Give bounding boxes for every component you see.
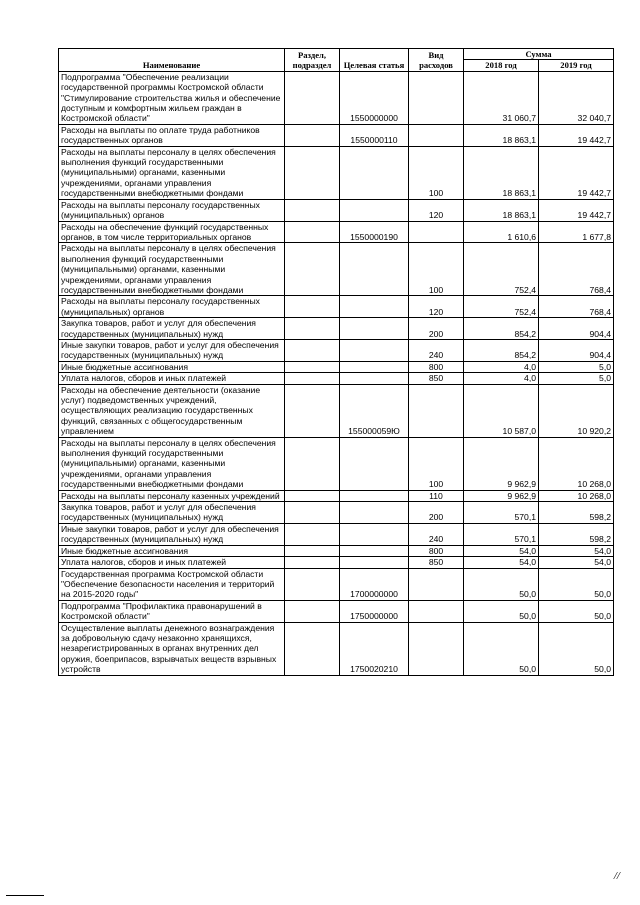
cell-kind: 100 [409,243,464,296]
cell-section [285,490,340,501]
cell-2018: 54,0 [464,557,539,568]
cell-2019: 904,4 [539,339,614,361]
cell-target [340,490,409,501]
cell-2019: 10 920,2 [539,384,614,437]
cell-2019: 598,2 [539,523,614,545]
cell-target [340,373,409,384]
cell-section [285,221,340,243]
cell-name: Расходы на выплаты по оплате труда работников государственных органов [59,124,285,146]
table-row [59,545,614,556]
table-row [59,523,614,545]
cell-target [340,523,409,545]
cell-kind [409,568,464,600]
cell-section [285,124,340,146]
cell-kind: 100 [409,437,464,490]
cell-2018: 10 587,0 [464,384,539,437]
cell-kind [409,71,464,124]
cell-2019: 10 268,0 [539,490,614,501]
cell-name: Уплата налогов, сборов и иных платежей [59,373,285,384]
table-row [59,296,614,318]
cell-target: 1700000000 [340,568,409,600]
cell-target: 1550000000 [340,71,409,124]
cell-target [340,557,409,568]
cell-name: Расходы на выплаты персоналу государственных (муниципальных) органов [59,199,285,221]
cell-kind [409,622,464,675]
cell-2019: 5,0 [539,373,614,384]
table-row [59,361,614,372]
cell-2019: 10 268,0 [539,437,614,490]
cell-section [285,361,340,372]
table-row [59,557,614,568]
budget-table [58,48,614,676]
cell-kind: 800 [409,545,464,556]
cell-2018: 18 863,1 [464,199,539,221]
cell-section [285,146,340,199]
cell-kind: 100 [409,146,464,199]
cell-2019: 768,4 [539,296,614,318]
cell-section [285,545,340,556]
cell-kind: 240 [409,339,464,361]
cell-section [285,199,340,221]
table-row [59,318,614,340]
table-row [59,490,614,501]
footer-line [6,895,44,896]
table-row [59,339,614,361]
cell-name: Закупка товаров, работ и услуг для обеспечения государственных (муниципальных) нужд [59,318,285,340]
cell-2019: 1 677,8 [539,221,614,243]
cell-target [340,146,409,199]
cell-section [285,437,340,490]
table-row [59,199,614,221]
cell-target [340,318,409,340]
cell-2019: 904,4 [539,318,614,340]
header-2018: 2018 год [464,60,539,71]
table-row [59,437,614,490]
cell-2018: 54,0 [464,545,539,556]
cell-target: 1750000000 [340,600,409,622]
cell-2018: 18 863,1 [464,124,539,146]
cell-kind: 120 [409,296,464,318]
cell-2019: 598,2 [539,502,614,524]
cell-name: Иные закупки товаров, работ и услуг для обеспечения государственных (муниципальных) нужд [59,339,285,361]
cell-2019: 19 442,7 [539,146,614,199]
cell-name: Государственная программа Костромской области "Обеспечение безопасности населения и территорий на 2015-2020 годы" [59,568,285,600]
cell-name: Иные закупки товаров, работ и услуг для обеспечения государственных (муниципальных) нужд [59,523,285,545]
cell-kind: 850 [409,373,464,384]
header-row [59,49,614,60]
table-row [59,622,614,675]
cell-2018: 854,2 [464,339,539,361]
cell-2019: 5,0 [539,361,614,372]
cell-target [340,361,409,372]
cell-kind: 850 [409,557,464,568]
cell-name: Иные бюджетные ассигнования [59,545,285,556]
header-section: Раздел, подраздел [285,49,340,72]
cell-2019: 768,4 [539,243,614,296]
cell-section [285,523,340,545]
cell-name: Уплата налогов, сборов и иных платежей [59,557,285,568]
cell-section [285,568,340,600]
table-row [59,502,614,524]
cell-2018: 752,4 [464,296,539,318]
cell-name: Расходы на выплаты персоналу казенных учреждений [59,490,285,501]
cell-name: Подпрограмма "Обеспечение реализации государственной программы Костромской области "Стимулирование строительства жилья и обеспечение доступным и комфортным жильем граждан в Костромской области" [59,71,285,124]
cell-kind: 110 [409,490,464,501]
cell-2018: 18 863,1 [464,146,539,199]
cell-target [340,545,409,556]
cell-2018: 1 610,6 [464,221,539,243]
header-name: Наименование [59,49,285,72]
cell-kind: 240 [409,523,464,545]
cell-section [285,384,340,437]
table-row [59,568,614,600]
cell-2018: 31 060,7 [464,71,539,124]
cell-target [340,199,409,221]
cell-2018: 570,1 [464,523,539,545]
cell-2018: 570,1 [464,502,539,524]
cell-name: Закупка товаров, работ и услуг для обеспечения государственных (муниципальных) нужд [59,502,285,524]
cell-name: Расходы на обеспечение деятельности (оказание услуг) подведомственных учреждений, осуществляющих реализацию государственных функций, связанных с общегосударственным управлением [59,384,285,437]
cell-2018: 9 962,9 [464,437,539,490]
cell-kind [409,384,464,437]
cell-2019: 50,0 [539,622,614,675]
cell-2018: 50,0 [464,568,539,600]
table-row [59,384,614,437]
cell-kind: 200 [409,502,464,524]
cell-section [285,296,340,318]
cell-target: 155000059Ю [340,384,409,437]
table-row [59,71,614,124]
cell-2018: 854,2 [464,318,539,340]
cell-kind: 800 [409,361,464,372]
cell-section [285,600,340,622]
cell-target: 1750020210 [340,622,409,675]
cell-2019: 19 442,7 [539,199,614,221]
cell-target: 1550000190 [340,221,409,243]
cell-2019: 54,0 [539,557,614,568]
table-body [59,71,614,675]
header-target: Целевая статья [340,49,409,72]
cell-kind: 200 [409,318,464,340]
cell-name: Расходы на выплаты персоналу государственных (муниципальных) органов [59,296,285,318]
cell-name: Иные бюджетные ассигнования [59,361,285,372]
cell-target: 1550000110 [340,124,409,146]
cell-section [285,71,340,124]
cell-name: Осуществление выплаты денежного вознаграждения за добровольную сдачу незаконно хранящихся, незарегистрированных в органах внутренних дел оружия, боеприпасов, взрывчатых веществ взрывных устройств [59,622,285,675]
cell-target [340,243,409,296]
table-row [59,373,614,384]
cell-target [340,437,409,490]
cell-section [285,622,340,675]
cell-kind [409,600,464,622]
cell-section [285,502,340,524]
cell-section [285,339,340,361]
cell-kind [409,124,464,146]
table-row [59,221,614,243]
cell-name: Расходы на выплаты персоналу в целях обеспечения выполнения функций государственными (муниципальными) органами, казенными учреждениями, органами управления государственными внебюджетными фондами [59,243,285,296]
cell-2019: 19 442,7 [539,124,614,146]
cell-2019: 54,0 [539,545,614,556]
cell-name: Расходы на выплаты персоналу в целях обеспечения выполнения функций государственными (муниципальными) органами, казенными учреждениями, органами управления государственными внебюджетными фондами [59,437,285,490]
cell-2019: 50,0 [539,600,614,622]
cell-target [340,296,409,318]
cell-name: Подпрограмма "Профилактика правонарушений в Костромской области" [59,600,285,622]
cell-section [285,373,340,384]
cell-2018: 4,0 [464,373,539,384]
table-row [59,124,614,146]
cell-section [285,557,340,568]
cell-kind [409,221,464,243]
header-kind: Вид расходов [409,49,464,72]
table-row [59,243,614,296]
table-row [59,146,614,199]
table-row [59,600,614,622]
cell-2018: 50,0 [464,622,539,675]
header-sum: Сумма [464,49,614,60]
cell-section [285,318,340,340]
corner-mark: // [613,870,620,882]
cell-2019: 32 040,7 [539,71,614,124]
cell-2018: 9 962,9 [464,490,539,501]
cell-name: Расходы на обеспечение функций государственных органов, в том числе территориальных органов [59,221,285,243]
cell-kind: 120 [409,199,464,221]
cell-2018: 4,0 [464,361,539,372]
cell-target [340,502,409,524]
header-2019: 2019 год [539,60,614,71]
cell-2019: 50,0 [539,568,614,600]
cell-name: Расходы на выплаты персоналу в целях обеспечения выполнения функций государственными (муниципальными) органами, казенными учреждениями, органами управления государственными внебюджетными фондами [59,146,285,199]
cell-target [340,339,409,361]
cell-2018: 50,0 [464,600,539,622]
cell-section [285,243,340,296]
cell-2018: 752,4 [464,243,539,296]
